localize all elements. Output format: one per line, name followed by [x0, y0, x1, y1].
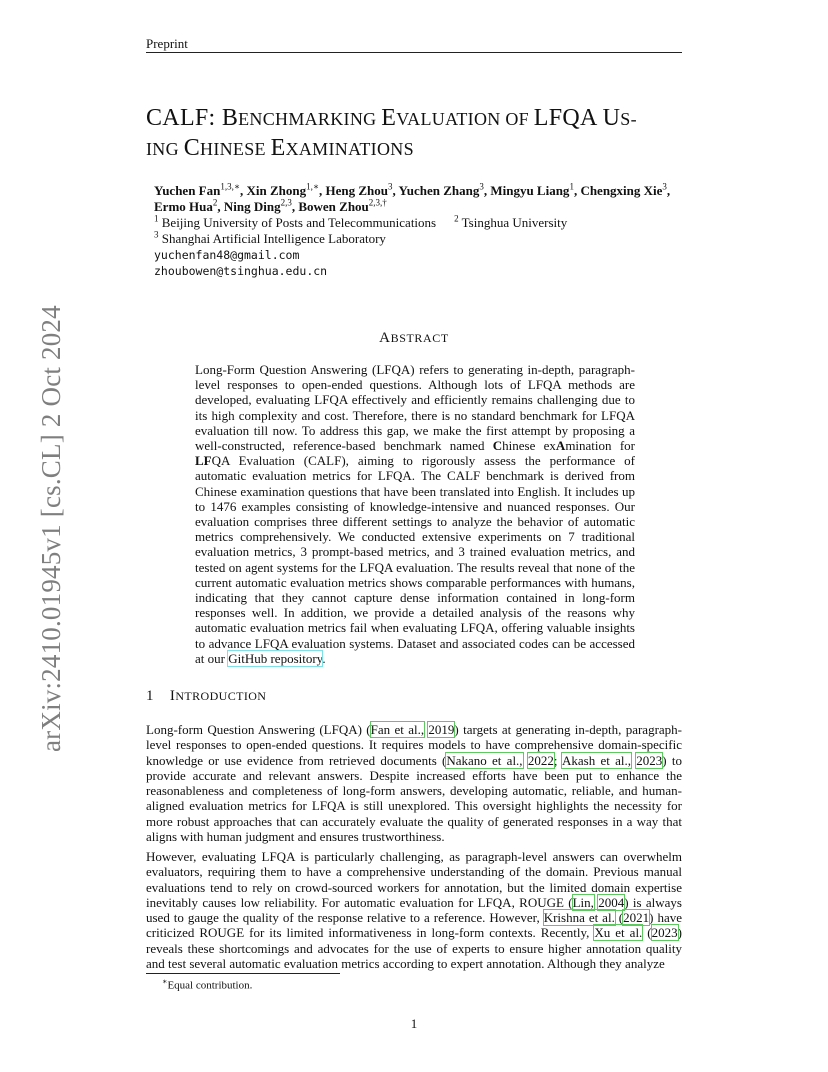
author-list: Yuchen Fan$^{1,3,∗}$, Xin Zhong$^{1,∗}$, Heng Zhou$^3$, Yuchen Zhang$^3$, Mingyu Liang$^1$, Chengxing Xie$^3$, Ermo Hua$^2$, Ning Ding$^{2,3}$, Bowen Zhou$^{2,3,\dagger}$ — [154, 181, 671, 214]
citation-link[interactable]: 2019 — [428, 722, 455, 737]
author: Chengxing Xie — [580, 183, 663, 198]
citation-link[interactable]: Fan et al., — [370, 722, 425, 737]
email[interactable]: zhoubowen@tsinghua.edu.cn — [154, 264, 328, 278]
affiliation-line-2: $^3$ Shanghai Artificial Intelligence Laboratory — [154, 229, 386, 246]
author: Heng Zhou — [325, 183, 388, 198]
citation-link[interactable]: 2004 — [598, 894, 625, 910]
abstract-heading: ABSTRACT — [379, 330, 449, 346]
running-header: Preprint — [146, 36, 188, 51]
author: Mingyu Liang — [490, 183, 570, 198]
intro-paragraph-2: However, evaluating LFQA is particularly challenging, as paragraph-level answers can overwhelm evaluators, requiring them to have a comprehensive understanding of the domain. Previous manual evaluations tend to rely on crowd-sourced workers for annotation, but the limited domain expertise inevitably causes low reliability. For automatic evaluation for LFQA, ROUGE (Lin, 2004) is always used to gauge the quality of the response relative to a reference. However, Krishna et al. (2021) have criticized ROUGE for its limited informativeness in long-form contexts. Recently, Xu et al. (2023) reveals these shortcomings and advocates for the use of experts to ensure higher annotation quality and test several automatic evaluation metrics according to expert annotation. Although they analyze — [146, 849, 682, 972]
citation-link[interactable]: Nakano et al., — [446, 752, 523, 768]
author: Yuchen Zhang — [398, 183, 480, 198]
citation-link[interactable]: 2023 — [651, 925, 678, 941]
github-repository-link[interactable]: GitHub repository — [228, 650, 323, 666]
footnote: ∗Equal contribution. — [162, 977, 253, 992]
author: Xin Zhong — [246, 183, 307, 198]
author: Ning Ding — [223, 199, 281, 214]
header-rule — [146, 52, 682, 53]
section-heading-introduction: 1 INTRODUCTION — [146, 688, 267, 704]
author: Bowen Zhou — [298, 199, 369, 214]
author: Ermo Hua — [154, 199, 213, 214]
intro-paragraph-1: Long-form Question Answering (LFQA) (Fan et al., 2019) targets at generating in-depth, paragraph-level responses to open-ended questions. It requires models to have comprehensive domain-specific knowledge or use evidence from retrieved documents (Nakano et al., 2022; Akash et al., 2023) to provide accurate and relevant answers. Despite increased efforts have been put to enhance the reasonableness and completeness of long-form answers, developing automatic, reliable, and human-aligned evaluation metrics for LFQA is still unexplored. This oversight highlights the necessity for more robust approaches that can accurately evaluate the quality of generated responses in a way that aligns with human judgment and ensures trustworthiness. — [146, 722, 682, 845]
paper-title: CALF: BENCHMARKING EVALUATION OF LFQA US- ING CHINESE EXAMINATIONS — [146, 105, 637, 161]
arxiv-stamp: arXiv:2410.01945v1 [cs.CL] 2 Oct 2024 — [36, 305, 66, 752]
citation-link[interactable]: 2023 — [636, 752, 663, 768]
citation-link[interactable]: 2021 — [623, 910, 650, 926]
citation-link[interactable]: Lin, — [572, 894, 594, 910]
email[interactable]: yuchenfan48@gmail.com — [154, 248, 300, 262]
citation-link[interactable]: Akash et al., — [562, 752, 632, 768]
affiliation-line-1: $^1$ Beijing University of Posts and Telecommunications $^2$ Tsinghua University — [154, 213, 568, 230]
citation-link[interactable]: Xu et al. — [594, 925, 643, 941]
citation-link[interactable]: Krishna et al. — [543, 910, 615, 926]
abstract-body: Long-Form Question Answering (LFQA) refers to generating in-depth, paragraph-level responses to open-ended questions. Although lots of LFQA methods are developed, evaluating LFQA effectively and efficiently remains challenging due to its high complexity and cost. Therefore, there is no standard benchmark for LFQA evaluation till now. To address this gap, we make the first attempt by proposing a well-constructed, reference-based benchmark named Chinese exAmination for LFQA Evaluation (CALF), aiming to rigorously assess the performance of automatic evaluation metrics for LFQA. The CALF benchmark is derived from Chinese examination questions that have been translated into English. It includes up to 1476 examples consisting of knowledge-intensive and nuanced responses. Our evaluation comprises three different settings to analyze the behavior of automatic metrics comprehensively. We conducted extensive experiments on 7 traditional evaluation metrics, 3 prompt-based metrics, and 3 trained evaluation metrics, and tested on agent systems for the LFQA evaluation. The results reveal that none of the current automatic evaluation metrics shows comparable performances with humans, indicating that they cannot capture dense information contained in long-form responses well. In addition, we provide a detailed analysis of the reasons why automatic evaluation metrics fail when evaluating LFQA, offering valuable insights to advance LFQA evaluation systems. Dataset and associated codes can be accessed at our GitHub repository. — [195, 362, 635, 666]
footnote-rule — [146, 973, 340, 974]
page-number: 1 — [410, 1016, 418, 1031]
citation-link[interactable]: 2022 — [527, 752, 554, 768]
author: Yuchen Fan — [154, 183, 221, 198]
